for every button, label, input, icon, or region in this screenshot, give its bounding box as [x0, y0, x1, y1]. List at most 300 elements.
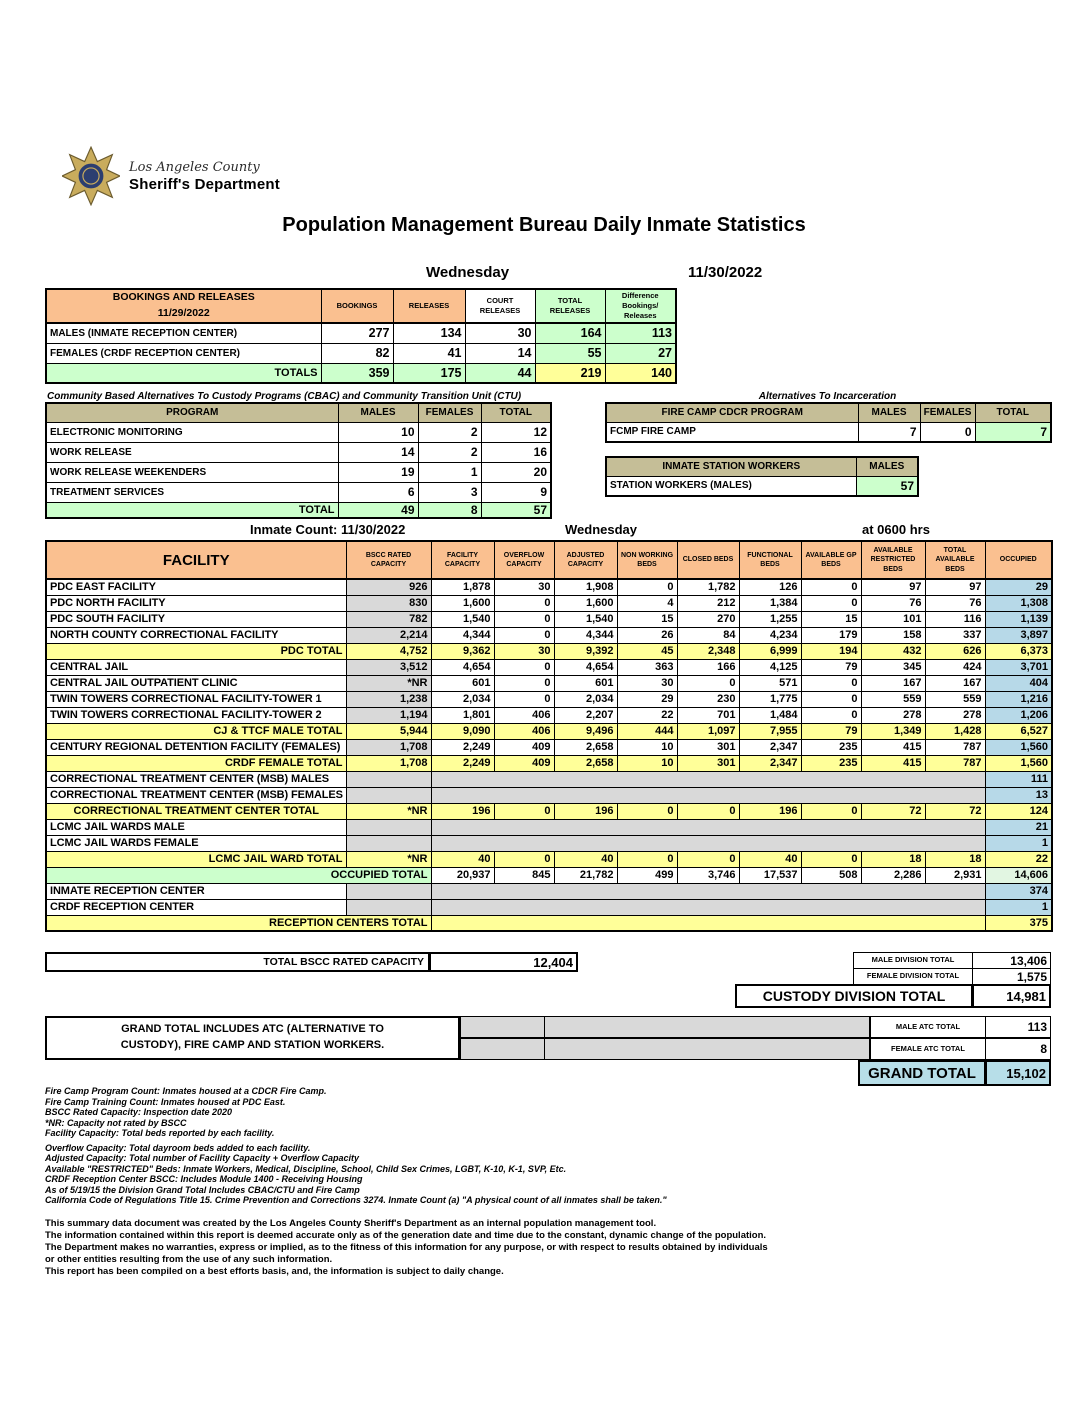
- row-label: STATION WORKERS (MALES): [606, 476, 856, 496]
- value-cell: *NR: [346, 851, 431, 867]
- value-cell: 2,348: [677, 643, 739, 659]
- value-cell: 2,249: [431, 739, 494, 755]
- value-cell: 20,937: [431, 867, 494, 883]
- value-cell: 0: [494, 611, 554, 627]
- value-cell: 4,125: [739, 659, 801, 675]
- value-cell: [346, 835, 431, 851]
- value-cell: 19: [338, 462, 418, 482]
- column-header: MALES: [856, 457, 918, 476]
- male-division-total-label: MALE DIVISION TOTAL: [853, 952, 973, 969]
- merged-cell: [431, 819, 985, 835]
- value-cell: 196: [739, 803, 801, 819]
- value-cell: 0: [617, 803, 677, 819]
- value-cell: 1,708: [346, 739, 431, 755]
- row-label: LCMC JAIL WARDS FEMALE: [46, 835, 346, 851]
- row-label: CENTRAL JAIL OUTPATIENT CLINIC: [46, 675, 346, 691]
- grand-total-value: 15,102: [985, 1060, 1051, 1086]
- value-cell: 270: [677, 611, 739, 627]
- value-cell: *NR: [346, 675, 431, 691]
- column-header: FIRE CAMP CDCR PROGRAM: [606, 403, 858, 422]
- table-row: [46, 422, 551, 442]
- table-row: [46, 611, 1052, 627]
- value-cell: 14: [338, 442, 418, 462]
- value-cell: 45: [617, 643, 677, 659]
- row-label: PDC TOTAL: [46, 643, 346, 659]
- value-cell: 2,207: [554, 707, 617, 723]
- value-cell: 41: [393, 343, 465, 363]
- grand-total-note: [45, 1016, 460, 1060]
- value-cell: 926: [346, 579, 431, 595]
- value-cell: 140: [605, 363, 676, 383]
- value-cell: 1,308: [985, 595, 1052, 611]
- facility-header-row: [46, 541, 1052, 579]
- value-cell: 4: [617, 595, 677, 611]
- value-cell: 830: [346, 595, 431, 611]
- value-cell: 9,362: [431, 643, 494, 659]
- value-cell: 10: [617, 755, 677, 771]
- value-cell: 3,897: [985, 627, 1052, 643]
- value-cell: 7: [858, 422, 920, 442]
- value-cell: 0: [494, 851, 554, 867]
- column-header: CLOSED BEDS: [677, 541, 739, 579]
- row-label: INMATE RECEPTION CENTER: [46, 883, 346, 899]
- row-label: RECEPTION CENTERS TOTAL: [46, 915, 431, 931]
- value-cell: 166: [677, 659, 739, 675]
- footnote-line: Fire Camp Program Count: Inmates housed at a CDCR Fire Camp.: [45, 1086, 327, 1096]
- table-row: [46, 915, 1052, 931]
- value-cell: 4,344: [554, 627, 617, 643]
- male-division-total-value: 13,406: [972, 952, 1051, 969]
- value-cell: 1,908: [554, 579, 617, 595]
- table-row: [46, 851, 1052, 867]
- value-cell: 57: [856, 476, 918, 496]
- value-cell: 4,344: [431, 627, 494, 643]
- table-row: [46, 723, 1052, 739]
- disclaimer-line: The Department makes no warranties, express or implied, as to the fitness of this information for any purpose, or with respect to results obtained by individuals: [45, 1242, 768, 1253]
- value-cell: 0: [677, 803, 739, 819]
- value-cell: 18: [861, 851, 925, 867]
- column-header: Difference Bookings/ Releases: [605, 289, 676, 323]
- bscc-total-label: TOTAL BSCC RATED CAPACITY: [45, 952, 430, 972]
- footnote-line: BSCC Rated Capacity: Inspection date 2020: [45, 1107, 233, 1117]
- value-cell: 4,654: [431, 659, 494, 675]
- value-cell: 175: [393, 363, 465, 383]
- row-label: CORRECTIONAL TREATMENT CENTER TOTAL: [46, 803, 346, 819]
- empty-cell: [460, 1016, 545, 1038]
- value-cell: 2,658: [554, 739, 617, 755]
- row-label: TOTALS: [46, 363, 321, 383]
- value-cell: 1,428: [925, 723, 985, 739]
- value-cell: 1,878: [431, 579, 494, 595]
- value-cell: 406: [494, 707, 554, 723]
- value-cell: 15: [617, 611, 677, 627]
- table-row: [46, 442, 551, 462]
- value-cell: 787: [925, 739, 985, 755]
- value-cell: [346, 819, 431, 835]
- value-cell: [346, 771, 431, 787]
- bookings-title-cell: [46, 289, 321, 323]
- logo-department-label: Sheriff's Department: [129, 175, 280, 193]
- value-cell: 2,214: [346, 627, 431, 643]
- table-row: [46, 595, 1052, 611]
- value-cell: 432: [861, 643, 925, 659]
- value-cell: 301: [677, 755, 739, 771]
- table-row: [46, 819, 1052, 835]
- value-cell: 2: [418, 442, 481, 462]
- column-header: FEMALES: [418, 403, 481, 422]
- value-cell: 1,484: [739, 707, 801, 723]
- column-header: AVAILABLE RESTRICTED BEDS: [861, 541, 925, 579]
- table-row: [46, 883, 1052, 899]
- table-row: [46, 707, 1052, 723]
- disclaimer-line: or other entities resulting from the use of any such information.: [45, 1254, 333, 1265]
- value-cell: 0: [801, 691, 861, 707]
- value-cell: 9,392: [554, 643, 617, 659]
- row-label: CORRECTIONAL TREATMENT CENTER (MSB) FEMALES: [46, 787, 346, 803]
- table-row: [46, 899, 1052, 915]
- value-cell: 845: [494, 867, 554, 883]
- value-cell: 0: [494, 659, 554, 675]
- value-cell: [346, 883, 431, 899]
- page-title: Population Management Bureau Daily Inmate Statistics: [282, 214, 806, 236]
- grand-total-note-line1: GRAND TOTAL INCLUDES ATC (ALTERNATIVE TO: [121, 1023, 384, 1036]
- column-header: NON WORKING BEDS: [617, 541, 677, 579]
- value-cell: 76: [925, 595, 985, 611]
- value-cell: 2,249: [431, 755, 494, 771]
- value-cell: 1,349: [861, 723, 925, 739]
- footnote-line: Adjusted Capacity: Total number of Facility Capacity + Overflow Capacity: [45, 1153, 359, 1163]
- value-cell: 124: [985, 803, 1052, 819]
- inmate-count-time: at 0600 hrs: [862, 522, 930, 537]
- value-cell: 30: [494, 579, 554, 595]
- value-cell: 230: [677, 691, 739, 707]
- column-header: TOTAL: [975, 403, 1051, 422]
- value-cell: 21,782: [554, 867, 617, 883]
- value-cell: 409: [494, 755, 554, 771]
- value-cell: 415: [861, 755, 925, 771]
- value-cell: 375: [985, 915, 1052, 931]
- bscc-total-value: 12,404: [429, 952, 578, 972]
- grand-total-note-line2: CUSTODY), FIRE CAMP AND STATION WORKERS.: [120, 1039, 385, 1051]
- column-header: TOTAL AVAILABLE BEDS: [925, 541, 985, 579]
- value-cell: 10: [617, 739, 677, 755]
- bookings-date: 11/29/2022: [157, 307, 210, 319]
- value-cell: 6,373: [985, 643, 1052, 659]
- empty-cell: [544, 1038, 870, 1060]
- merged-cell: [431, 883, 985, 899]
- value-cell: 6: [338, 482, 418, 502]
- value-cell: 1,540: [554, 611, 617, 627]
- value-cell: 49: [338, 502, 418, 518]
- value-cell: 0: [677, 675, 739, 691]
- column-header: FUNCTIONAL BEDS: [739, 541, 801, 579]
- value-cell: 116: [925, 611, 985, 627]
- value-cell: 278: [925, 707, 985, 723]
- value-cell: 10: [338, 422, 418, 442]
- row-label: CRDF RECEPTION CENTER: [46, 899, 346, 915]
- empty-cell: [460, 1038, 545, 1060]
- value-cell: 3,701: [985, 659, 1052, 675]
- value-cell: 9,496: [554, 723, 617, 739]
- value-cell: 30: [617, 675, 677, 691]
- value-cell: 22: [617, 707, 677, 723]
- disclaimer-line: This summary data document was created by the Los Angeles County Sheriff's Department as an internal population management tool.: [45, 1218, 657, 1229]
- value-cell: 4,752: [346, 643, 431, 659]
- bookings-table: [45, 288, 677, 384]
- footnote-line: As of 5/19/15 the Division Grand Total Includes CBAC/CTU and Fire Camp: [45, 1184, 360, 1195]
- value-cell: 29: [617, 691, 677, 707]
- value-cell: 15: [801, 611, 861, 627]
- value-cell: 1,708: [346, 755, 431, 771]
- value-cell: 16: [481, 442, 551, 462]
- table-row: [46, 643, 1052, 659]
- value-cell: 235: [801, 755, 861, 771]
- row-label: TOTAL: [46, 502, 338, 518]
- row-label: PDC EAST FACILITY: [46, 579, 346, 595]
- value-cell: 1,801: [431, 707, 494, 723]
- table-row: [46, 363, 676, 383]
- grand-total-label: GRAND TOTAL: [858, 1060, 986, 1086]
- value-cell: 126: [739, 579, 801, 595]
- value-cell: 0: [801, 803, 861, 819]
- row-label: CJ & TTCF MALE TOTAL: [46, 723, 346, 739]
- logo-county-label: Los Angeles County: [129, 159, 260, 175]
- value-cell: 97: [861, 579, 925, 595]
- value-cell: 82: [321, 343, 393, 363]
- value-cell: 626: [925, 643, 985, 659]
- value-cell: 499: [617, 867, 677, 883]
- value-cell: 2,658: [554, 755, 617, 771]
- table-row: [46, 502, 551, 518]
- table-row: [46, 462, 551, 482]
- value-cell: 444: [617, 723, 677, 739]
- value-cell: 113: [605, 323, 676, 343]
- value-cell: 0: [801, 579, 861, 595]
- value-cell: 196: [554, 803, 617, 819]
- row-label: TREATMENT SERVICES: [46, 482, 338, 502]
- value-cell: 134: [393, 323, 465, 343]
- male-atc-total-value: 113: [985, 1016, 1051, 1038]
- value-cell: 79: [801, 723, 861, 739]
- column-header: INMATE STATION WORKERS: [606, 457, 856, 476]
- value-cell: 571: [739, 675, 801, 691]
- value-cell: 0: [494, 803, 554, 819]
- value-cell: 782: [346, 611, 431, 627]
- column-header: OVERFLOW CAPACITY: [494, 541, 554, 579]
- value-cell: 40: [739, 851, 801, 867]
- column-header: FACILITY: [46, 541, 346, 579]
- table-row: [46, 755, 1052, 771]
- value-cell: 2,034: [431, 691, 494, 707]
- column-header: AVAILABLE GP BEDS: [801, 541, 861, 579]
- value-cell: 0: [494, 675, 554, 691]
- row-label: FEMALES (CRDF RECEPTION CENTER): [46, 343, 321, 363]
- merged-cell: [431, 787, 985, 803]
- value-cell: 27: [605, 343, 676, 363]
- station-workers-header-row: [606, 457, 918, 476]
- value-cell: 1,194: [346, 707, 431, 723]
- value-cell: 72: [861, 803, 925, 819]
- value-cell: 40: [431, 851, 494, 867]
- value-cell: 3,746: [677, 867, 739, 883]
- column-header: PROGRAM: [46, 403, 338, 422]
- value-cell: 101: [861, 611, 925, 627]
- male-atc-total-label: MALE ATC TOTAL: [870, 1016, 986, 1038]
- value-cell: 1,560: [985, 755, 1052, 771]
- table-row: [46, 691, 1052, 707]
- value-cell: 2,347: [739, 739, 801, 755]
- table-row: [606, 422, 1051, 442]
- value-cell: 301: [677, 739, 739, 755]
- value-cell: 6,527: [985, 723, 1052, 739]
- disclaimer-line: The information contained within this report is deemed accurate only as of the generation date and time due to the constant, dynamic change of the population.: [45, 1230, 767, 1241]
- footnotes: [45, 1086, 965, 1206]
- ati-section-title: Alternatives To Incarceration: [758, 391, 897, 402]
- value-cell: 0: [494, 691, 554, 707]
- female-atc-total-value: 8: [985, 1038, 1051, 1060]
- value-cell: 164: [535, 323, 605, 343]
- value-cell: 18: [925, 851, 985, 867]
- inmate-count-day: Wednesday: [565, 522, 638, 537]
- table-row: [46, 323, 676, 343]
- table-row: [46, 627, 1052, 643]
- table-row: [46, 579, 1052, 595]
- column-header: MALES: [338, 403, 418, 422]
- cbac-table: [45, 402, 552, 519]
- value-cell: 1,600: [554, 595, 617, 611]
- value-cell: 7,955: [739, 723, 801, 739]
- value-cell: 0: [494, 627, 554, 643]
- value-cell: 55: [535, 343, 605, 363]
- value-cell: 1,216: [985, 691, 1052, 707]
- value-cell: 212: [677, 595, 739, 611]
- value-cell: 508: [801, 867, 861, 883]
- value-cell: 194: [801, 643, 861, 659]
- value-cell: 2,347: [739, 755, 801, 771]
- value-cell: 559: [861, 691, 925, 707]
- value-cell: 601: [554, 675, 617, 691]
- value-cell: 0: [920, 422, 975, 442]
- value-cell: 559: [925, 691, 985, 707]
- report-day: Wednesday: [426, 264, 510, 281]
- row-label: WORK RELEASE WEEKENDERS: [46, 462, 338, 482]
- row-label: CRDF FEMALE TOTAL: [46, 755, 346, 771]
- column-header: TOTAL: [481, 403, 551, 422]
- row-label: CENTRAL JAIL: [46, 659, 346, 675]
- value-cell: 30: [465, 323, 535, 343]
- column-header: RELEASES: [393, 289, 465, 323]
- value-cell: 22: [985, 851, 1052, 867]
- value-cell: 2,286: [861, 867, 925, 883]
- row-label: CORRECTIONAL TREATMENT CENTER (MSB) MALES: [46, 771, 346, 787]
- footnote-line: Facility Capacity: Total beds reported by each facility.: [45, 1128, 275, 1138]
- bookings-header-row: [46, 289, 676, 323]
- station-workers-table: [605, 456, 919, 497]
- value-cell: 13: [985, 787, 1052, 803]
- value-cell: 415: [861, 739, 925, 755]
- value-cell: 1,775: [739, 691, 801, 707]
- value-cell: 76: [861, 595, 925, 611]
- custody-division-total-value: 14,981: [972, 984, 1051, 1008]
- value-cell: 44: [465, 363, 535, 383]
- value-cell: 1: [418, 462, 481, 482]
- value-cell: 57: [481, 502, 551, 518]
- table-row: [46, 835, 1052, 851]
- value-cell: 97: [925, 579, 985, 595]
- value-cell: 2: [418, 422, 481, 442]
- column-header: FEMALES: [920, 403, 975, 422]
- cbac-header-row: [46, 403, 551, 422]
- value-cell: 0: [801, 707, 861, 723]
- table-row: [46, 771, 1052, 787]
- value-cell: 1,097: [677, 723, 739, 739]
- value-cell: 601: [431, 675, 494, 691]
- value-cell: 40: [554, 851, 617, 867]
- value-cell: 79: [801, 659, 861, 675]
- column-header: ADJUSTED CAPACITY: [554, 541, 617, 579]
- value-cell: 1,782: [677, 579, 739, 595]
- value-cell: 701: [677, 707, 739, 723]
- row-label: LCMC JAIL WARD TOTAL: [46, 851, 346, 867]
- row-label: PDC NORTH FACILITY: [46, 595, 346, 611]
- value-cell: 787: [925, 755, 985, 771]
- row-label: NORTH COUNTY CORRECTIONAL FACILITY: [46, 627, 346, 643]
- footnote-line: Overflow Capacity: Total dayroom beds added to each facility.: [45, 1142, 311, 1153]
- value-cell: 0: [617, 851, 677, 867]
- fire-camp-table: [605, 402, 1052, 443]
- merged-cell: [431, 915, 985, 931]
- value-cell: 0: [801, 675, 861, 691]
- bookings-title: BOOKINGS AND RELEASES: [112, 291, 255, 304]
- female-division-total-value: 1,575: [972, 968, 1051, 985]
- value-cell: 1,255: [739, 611, 801, 627]
- value-cell: 17,537: [739, 867, 801, 883]
- value-cell: 84: [677, 627, 739, 643]
- value-cell: 1,540: [431, 611, 494, 627]
- cbac-section-title: Community Based Alternatives To Custody Programs (CBAC) and Community Transition Unit (CTU): [47, 391, 522, 402]
- row-label: TWIN TOWERS CORRECTIONAL FACILITY-TOWER 2: [46, 707, 346, 723]
- column-header: OCCUPIED: [985, 541, 1052, 579]
- value-cell: 9,090: [431, 723, 494, 739]
- custody-division-total-label: CUSTODY DIVISION TOTAL: [735, 984, 973, 1008]
- column-header: BOOKINGS: [321, 289, 393, 323]
- footnote-line: *NR: Capacity not rated by BSCC: [45, 1117, 187, 1128]
- value-cell: 30: [494, 643, 554, 659]
- value-cell: 12: [481, 422, 551, 442]
- value-cell: 404: [985, 675, 1052, 691]
- female-division-total-label: FEMALE DIVISION TOTAL: [853, 968, 973, 985]
- value-cell: 7: [975, 422, 1051, 442]
- merged-cell: [431, 899, 985, 915]
- footnote-line: Available "RESTRICTED" Beds: Inmate Workers, Medical, Discipline, School, Child Sex Crimes, LGBT, K-10, K-1, SVP, Etc.: [45, 1163, 567, 1174]
- table-row: [46, 787, 1052, 803]
- value-cell: [346, 899, 431, 915]
- value-cell: 374: [985, 883, 1052, 899]
- row-label: LCMC JAIL WARDS MALE: [46, 819, 346, 835]
- footnote-line: Fire Camp Training Count: Inmates housed at PDC East.: [45, 1096, 286, 1107]
- value-cell: 1,560: [985, 739, 1052, 755]
- value-cell: 1,206: [985, 707, 1052, 723]
- value-cell: 72: [925, 803, 985, 819]
- value-cell: 0: [677, 851, 739, 867]
- value-cell: 0: [801, 851, 861, 867]
- value-cell: 1,139: [985, 611, 1052, 627]
- value-cell: 277: [321, 323, 393, 343]
- row-label: PDC SOUTH FACILITY: [46, 611, 346, 627]
- value-cell: 111: [985, 771, 1052, 787]
- value-cell: 2,931: [925, 867, 985, 883]
- table-row: [46, 867, 1052, 883]
